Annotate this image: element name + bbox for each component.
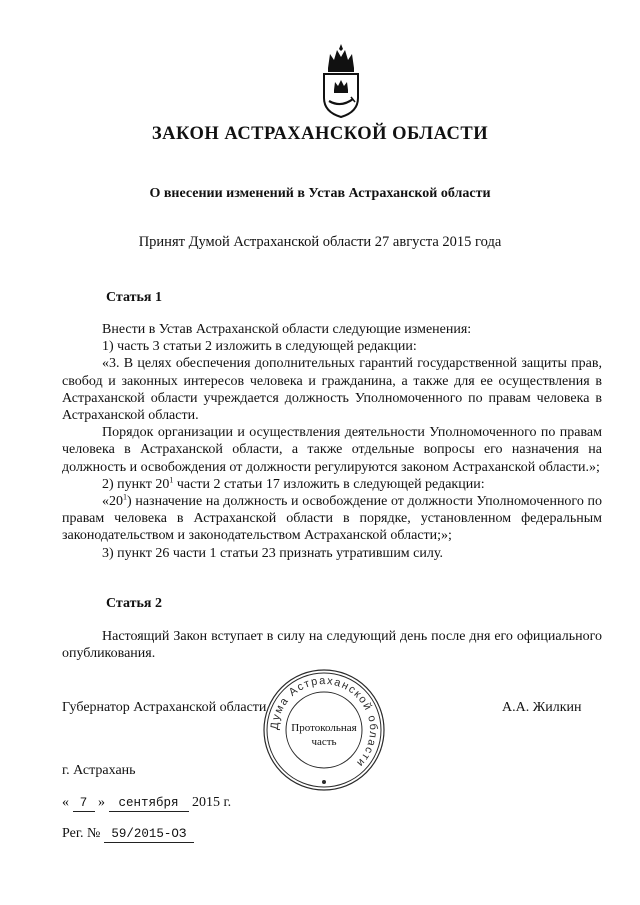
article-1-heading: Статья 1 — [106, 290, 162, 305]
item-2-superscript: 1 — [169, 475, 174, 485]
article-1-item-1: 1) часть 3 статьи 2 изложить в следующей редакции: — [102, 339, 417, 355]
article-1-quote-1-continued: Порядок организации и осуществления деятельности Уполномоченного по правам человека в Астраханской области, а также отдельные вопросы его назначения на должность и освобождения от должности регулируются законом Астраханской области.»; — [62, 425, 602, 475]
stamp-center-line-1: Протокольная — [291, 722, 357, 734]
coat-of-arms-icon — [316, 40, 366, 120]
date-year: 2015 г. — [192, 795, 232, 810]
date-quote-close: » — [98, 795, 105, 810]
adoption-line: Принят Думой Астраханской области 27 августа 2015 года — [138, 234, 502, 250]
article-1-item-2 — [62, 476, 602, 493]
item-2-text: 2) пункт 20 — [102, 476, 170, 492]
registration — [62, 826, 194, 843]
article-1-body — [62, 321, 602, 562]
stamp-ring-text: Дума Астраханской области — [268, 674, 380, 770]
stamp-center-text — [290, 721, 358, 749]
registration-label: Рег. № — [62, 826, 101, 841]
article-2-body — [62, 628, 602, 662]
quote-2-text-rest: ) назначение на должность и освобождение от должности Уполномоченного по правам человека в Астраханской области в порядке, установленном федеральным законодательством и законодательством Астраханской области;»; — [62, 494, 602, 544]
registration-number: 59/2015-ОЗ — [104, 827, 194, 843]
article-2-text: Настоящий Закон вступает в силу на следующий день после дня его официального опубликования. — [62, 629, 602, 662]
date-month: сентября — [109, 796, 189, 812]
article-1-quote-2 — [62, 493, 602, 545]
law-subtitle: О внесении изменений в Устав Астраханской области — [149, 186, 491, 201]
governor-title: Губернатор Астраханской области — [62, 700, 267, 715]
article-1-quote-1: «3. В целях обеспечения дополнительных гарантий государственной защиты прав, свобод и законных интересов человека и гражданина, а также для ее осуществления в Астраханской области учреждается должность Уполномоченного по правам человека в Астраханской области. — [62, 356, 602, 424]
item-2-text-rest: части 2 статьи 17 изложить в следующей редакции: — [173, 476, 485, 492]
signing-date — [62, 795, 231, 812]
quote-2-superscript: 1 — [123, 492, 127, 502]
quote-2-text: «20 — [102, 494, 123, 510]
article-1-item-3: 3) пункт 26 части 1 статьи 23 признать утратившим силу. — [102, 545, 443, 561]
city: г. Астрахань — [62, 763, 136, 778]
law-title: ЗАКОН АСТРАХАНСКОЙ ОБЛАСТИ — [151, 124, 489, 144]
date-day: 7 — [73, 796, 95, 812]
article-1-intro: Внести в Устав Астраханской области следующие изменения: — [102, 322, 472, 337]
signer-name: А.А. Жилкин — [502, 700, 582, 715]
article-2-heading: Статья 2 — [106, 596, 162, 611]
date-quote-open: « — [62, 795, 69, 810]
stamp-center-line-2: часть — [311, 736, 337, 748]
